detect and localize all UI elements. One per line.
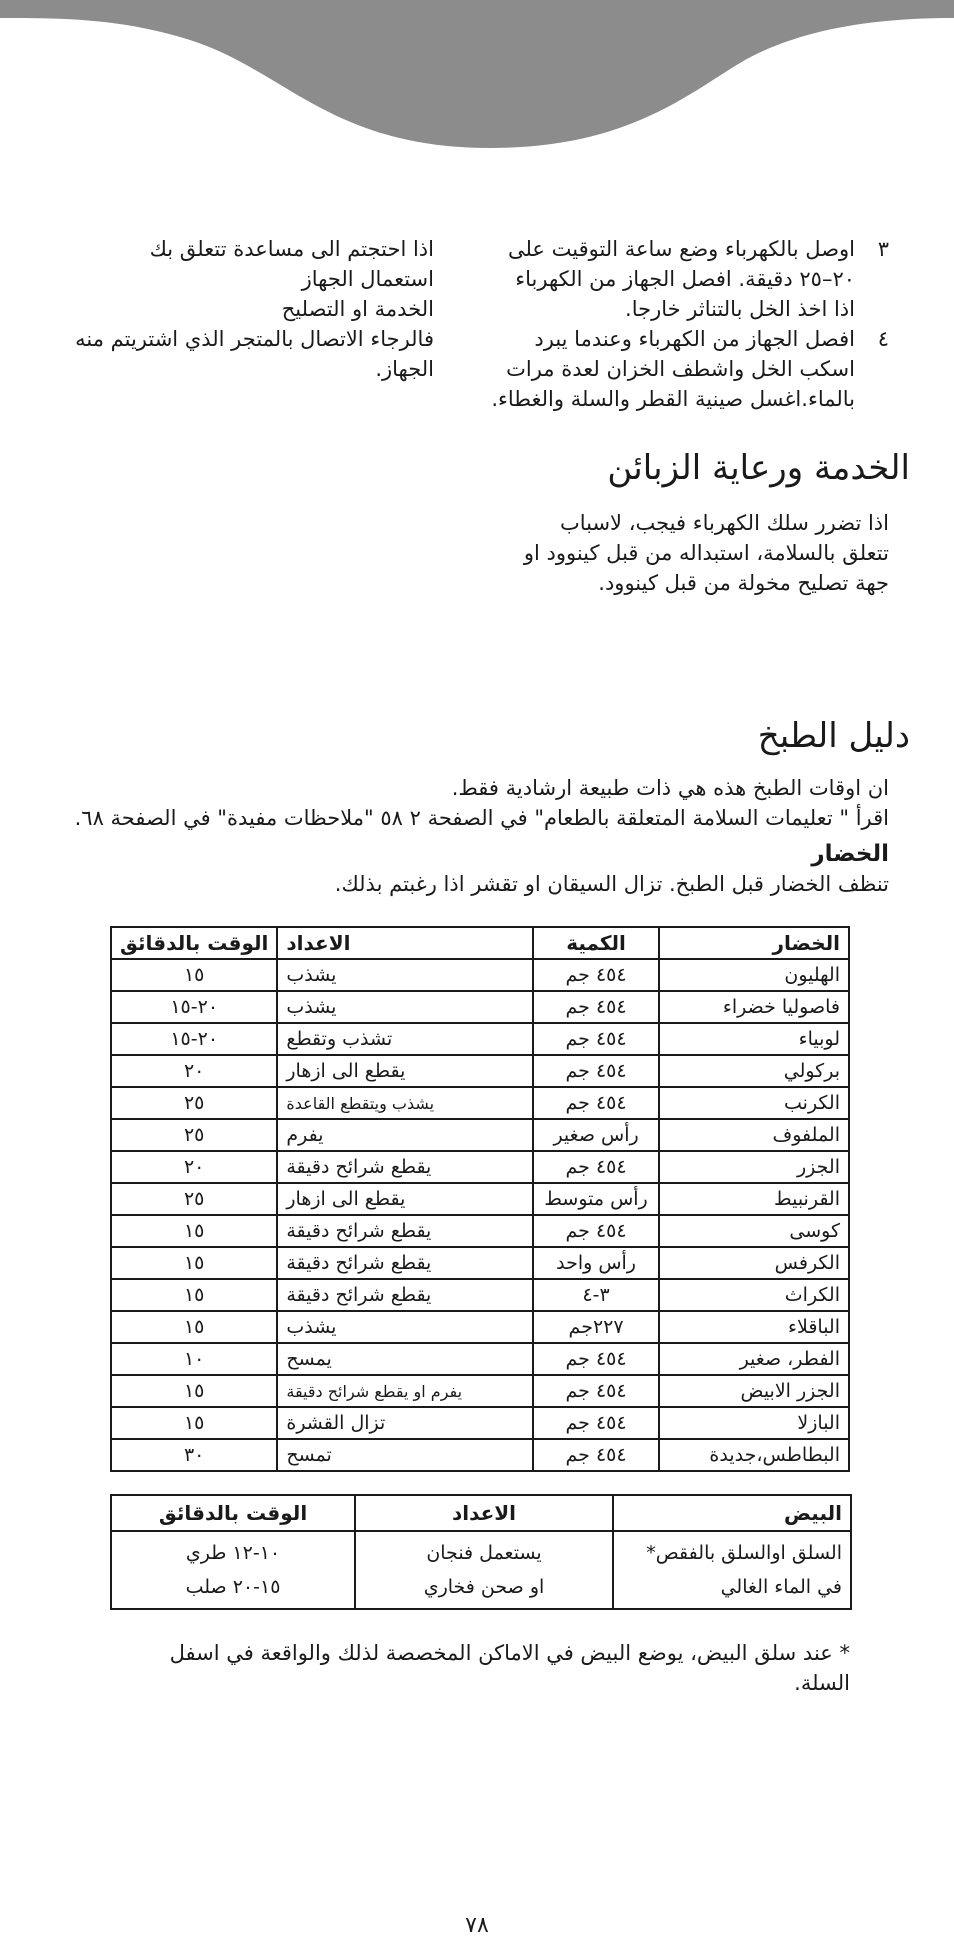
table-cell: ١٥ (111, 1247, 277, 1279)
step-number: ٤ (877, 327, 889, 351)
table-row (111, 1343, 849, 1375)
table-cell: ٤٥٤ جم (533, 959, 660, 991)
table-cell: رأس واحد (533, 1247, 660, 1279)
table-cell: الكرنب (659, 1087, 849, 1119)
vegetables-heading: الخضار (811, 841, 889, 867)
table-row (111, 1439, 849, 1471)
service-line: جهة تصليح مخولة من قبل كينوود. (598, 571, 889, 595)
table-cell: البطاطس،جديدة (659, 1439, 849, 1471)
table-row (111, 1055, 849, 1087)
table-cell: يفرم او يقطع شرائح دقيقة (277, 1375, 532, 1407)
footnote-line: السلة. (794, 1671, 850, 1695)
table-row (111, 1279, 849, 1311)
cell-line: السلق اوالسلق بالفقص* (646, 1542, 842, 1564)
cell-line: ١٠-١٢ طري (185, 1542, 281, 1564)
table-cell: يقطع شرائح دقيقة (277, 1215, 532, 1247)
cell-line: يستعمل فنجان (426, 1542, 542, 1564)
table-header-row (111, 1495, 851, 1531)
table-cell: بركولي (659, 1055, 849, 1087)
table-cell: فاصوليا خضراء (659, 991, 849, 1023)
step-line: ٢٠–٢٥ دقيقة. افصل الجهاز من الكهرباء (515, 267, 855, 291)
table-row (111, 1183, 849, 1215)
table-cell: القرنبيط (659, 1183, 849, 1215)
cell-line: او صحن فخاري (423, 1576, 545, 1598)
table-row (111, 1119, 849, 1151)
table-cell: الفطر، صغير (659, 1343, 849, 1375)
table-cell: يقطع الى ازهار (277, 1183, 532, 1215)
table-cell: ٢٠-١٥ (111, 991, 277, 1023)
table-row (111, 1531, 851, 1609)
step-number: ٣ (877, 237, 889, 261)
table-cell: ١٥ (111, 959, 277, 991)
table-header-row (111, 927, 849, 959)
table-row (111, 1023, 849, 1055)
intro-steps (459, 234, 889, 414)
column-header: البيض (613, 1495, 851, 1531)
table-cell: ٤٥٤ جم (533, 991, 660, 1023)
service-line: تتعلق بالسلامة، استبداله من قبل كينوود او (523, 541, 889, 565)
cooking-guide-title: دليل الطبخ (757, 716, 910, 756)
service-title: الخدمة ورعاية الزبائن (607, 448, 910, 488)
table-cell: الباقلاء (659, 1311, 849, 1343)
service-text (449, 508, 889, 598)
table-cell: لوبياء (659, 1023, 849, 1055)
column-header: الوقت بالدقائق (111, 1495, 355, 1531)
table-cell: رأس متوسط (533, 1183, 660, 1215)
step-line: اوصل بالكهرباء وضع ساعة التوقيت على (507, 237, 855, 261)
table-cell: يشذب (277, 1311, 532, 1343)
guide-line: ان اوقات الطبخ هذه هي ذات طبيعة ارشادية فقط. (451, 776, 889, 800)
step-line: بالماء.اغسل صينية القطر والسلة والغطاء. (491, 387, 855, 411)
table-cell: ١٥ (111, 1407, 277, 1439)
header-wave-decoration (0, 0, 954, 160)
table-cell (613, 1531, 851, 1609)
table-cell: الجزر الابيض (659, 1375, 849, 1407)
step-4 (459, 324, 889, 354)
step-3 (459, 234, 889, 264)
table-row (111, 1215, 849, 1247)
table-row (111, 1087, 849, 1119)
help-line: الجهاز. (375, 357, 434, 381)
table-cell: يقطع شرائح دقيقة (277, 1247, 532, 1279)
table-cell: ٤٥٤ جم (533, 1023, 660, 1055)
table-cell: ٢٠ (111, 1151, 277, 1183)
table-cell: تشذب وتقطع (277, 1023, 532, 1055)
table-cell: الملفوف (659, 1119, 849, 1151)
table-cell: ٢٥ (111, 1119, 277, 1151)
vegetable-table-body (111, 959, 849, 1471)
table-cell: ٤٥٤ جم (533, 1151, 660, 1183)
cooking-guide-intro (9, 773, 889, 899)
table-cell: ١٥ (111, 1215, 277, 1247)
table-row (111, 1375, 849, 1407)
table-cell: الهليون (659, 959, 849, 991)
column-header: الكمية (533, 927, 660, 959)
table-cell: ٢٠ (111, 1055, 277, 1087)
table-cell: يمسح (277, 1343, 532, 1375)
egg-table (110, 1494, 852, 1610)
table-cell: ٣-٤ (533, 1279, 660, 1311)
table-cell: ١٥ (111, 1311, 277, 1343)
table-row (111, 1311, 849, 1343)
table-cell: الكرفس (659, 1247, 849, 1279)
vegetables-note: تنظف الخضار قبل الطبخ. تزال السيقان او تقشر اذا رغبتم بذلك. (334, 872, 889, 896)
column-header: الاعداد (355, 1495, 613, 1531)
table-cell: ٤٥٤ جم (533, 1375, 660, 1407)
table-row (111, 1151, 849, 1183)
vegetable-table (110, 926, 850, 1472)
column-header: الخضار (659, 927, 849, 959)
table-cell: يشذب ويتقطع القاعدة (277, 1087, 532, 1119)
table-cell: ٤٥٤ جم (533, 1407, 660, 1439)
table-cell: ٣٠ (111, 1439, 277, 1471)
table-cell: يفرم (277, 1119, 532, 1151)
guide-line: اقرأ " تعليمات السلامة المتعلقة بالطعام" في الصفحة ٢ ٥٨ "ملاحظات مفيدة" في الصفحة ٦٨. (74, 806, 889, 830)
table-cell: ١٥ (111, 1375, 277, 1407)
table-cell: ٤٥٤ جم (533, 1343, 660, 1375)
table-cell: الجزر (659, 1151, 849, 1183)
help-line: استعمال الجهاز (301, 267, 434, 291)
table-cell: تزال القشرة (277, 1407, 532, 1439)
table-cell: ٢٥ (111, 1183, 277, 1215)
table-cell: يشذب (277, 959, 532, 991)
table-cell (111, 1531, 355, 1609)
table-cell: يقطع شرائح دقيقة (277, 1151, 532, 1183)
cell-line: ١٥-٢٠ صلب (185, 1576, 281, 1598)
help-text (14, 234, 434, 384)
step-line: اذا اخذ الخل بالتناثر خارجا. (625, 297, 855, 321)
table-cell: كوسى (659, 1215, 849, 1247)
help-line: فالرجاء الاتصال بالمتجر الذي اشتريتم منه (75, 327, 434, 351)
help-line: الخدمة او التصليح (281, 297, 434, 321)
table-row (111, 959, 849, 991)
help-line: اذا احتجتم الى مساعدة تتعلق بك (149, 237, 434, 261)
table-row (111, 1407, 849, 1439)
table-cell: رأس صغير (533, 1119, 660, 1151)
table-cell (355, 1531, 613, 1609)
table-cell: ٤٥٤ جم (533, 1215, 660, 1247)
table-cell: ٤٥٤ جم (533, 1087, 660, 1119)
step-line: اسكب الخل واشطف الخزان لعدة مرات (506, 357, 855, 381)
table-cell: ١٥ (111, 1279, 277, 1311)
table-cell: ٢٢٧جم (533, 1311, 660, 1343)
table-cell: يقطع شرائح دقيقة (277, 1279, 532, 1311)
table-row (111, 991, 849, 1023)
column-header: الوقت بالدقائق (111, 927, 277, 959)
table-cell: الكراث (659, 1279, 849, 1311)
footnote (110, 1638, 850, 1698)
table-cell: ٢٠-١٥ (111, 1023, 277, 1055)
page-number: ٧٨ (465, 1913, 489, 1938)
table-cell: يشذب (277, 991, 532, 1023)
step-line: افصل الجهاز من الكهرباء وعندما يبرد (534, 327, 855, 351)
service-line: اذا تضرر سلك الكهرباء فيجب، لاسباب (559, 511, 889, 535)
table-cell: ٤٥٤ جم (533, 1055, 660, 1087)
column-header: الاعداد (277, 927, 532, 959)
table-cell: تمسح (277, 1439, 532, 1471)
table-cell: ١٠ (111, 1343, 277, 1375)
table-cell: يقطع الى ازهار (277, 1055, 532, 1087)
table-cell: البازلا (659, 1407, 849, 1439)
table-cell: ٢٥ (111, 1087, 277, 1119)
table-row (111, 1247, 849, 1279)
table-cell: ٤٥٤ جم (533, 1439, 660, 1471)
cell-line: في الماء الغالي (720, 1576, 842, 1598)
footnote-line: * عند سلق البيض، يوضع البيض في الاماكن المخصصة لذلك والواقعة في اسفل (169, 1641, 850, 1665)
